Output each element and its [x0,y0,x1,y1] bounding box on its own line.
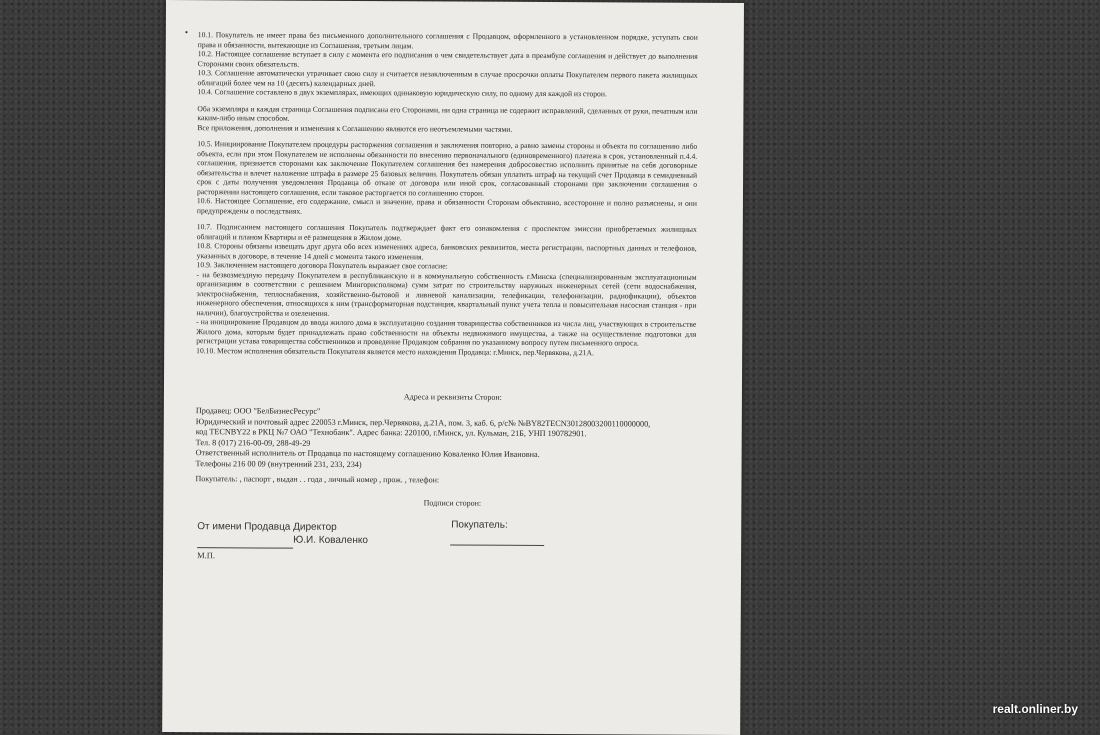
bullet-mark: • [184,27,189,38]
contract-clauses [196,30,698,358]
addresses-title: Адреса и реквизиты Сторон: [403,392,502,402]
seller-bank: код TECNBY22 в РКЦ №7 ОАО "Технобанк". Адрес банка: 220100, г.Минск, ул. Кульман, 21Б, УНП 190782901. [195,427,587,439]
clause-paragraph: 10.1. Покупатель не имеет права без письменного дополнительного соглашения с Продавцом, оформленного в установленном порядке, уступать свои права и обязанности, вытекающие из Соглашения, третьим лицам. [197,30,698,50]
clause-paragraph: 10.2. Настоящее соглашение вступает в силу с момента его подписания о чем свидетельствует дата в преамбуле соглашения и действует до выполнения Сторонами своих обязательств. [197,49,698,69]
seller-sign-label: От имени Продавца Директор [197,521,337,533]
signatures-title: Подписи сторон: [423,498,482,508]
clause-paragraph: 10.3. Соглашение автоматически утрачивает свою силу и считается незаключенным в случае просрочки оплаты Покупателем первого пакета жилищных облигаций более чем на 10 (десять) календарных дней. [197,68,698,88]
clause-paragraph: 10.10. Местом исполнения обязательств Покупателя является место нахождения Продавца: г.Минск, пер.Червякова, д.21А. [196,345,594,357]
clause-paragraph: 10.7. Подписанием настоящего соглашения Покупатель подтверждает факт его ознакомления с проспектом эмиссии приобретаемых жилищных облигаций и планом Квартиры и её размещения в Жилом доме. [196,222,697,242]
buyer-sign-label: Покупатель: [451,519,508,531]
site-watermark: realt.onliner.by [992,702,1078,716]
clause-paragraph: - на инициирование Продавцом до ввода жилого дома в эксплуатацию создания товарищества собственников из числа лиц, участвующих в строительстве Жилого дома, которым будет принадлежать право собственности на объекты недвижимого имущества, а также на осуществление подготовки для регистрации устава товарищества собственников и проведение Продавцом собрания по указанному вопросу путем письменного опроса. [196,317,697,348]
seller-name: Продавец: ООО "БелБизнесРесурс" [195,406,321,416]
clause-paragraph: 10.6. Настоящее Соглашение, его содержание, смысл и значение, права и обязанности Сторонам объективно, всесторонне и полно разъяснены, и они предупреждены о последствиях. [196,196,697,216]
document-page [162,0,744,735]
seller-phone: Тел. 8 (017) 216-00-09, 288-49-29 [195,437,311,448]
seller-responsible: Ответственный исполнитель от Продавца по настоящему соглашению Коваленко Юлия Ивановна. [195,448,540,459]
buyer-details: Покупатель: , паспорт , выдан . . года , личный номер , прож. , телефон: [195,474,440,485]
seller-sign-line [197,547,293,549]
seller-address: Юридический и почтовый адрес 220053 г.Минск, пер.Червякова, д.21А, пом. 3, каб. 6, р/с№ №BY82TECN30128003200110000000, [195,416,651,429]
seller-sign-name: Ю.И. Коваленко [293,534,368,547]
clause-paragraph: 10.9. Заключением настоящего договора Покупатель выражает свое согласие: [196,260,448,271]
stamp-placeholder: М.П. [197,550,216,561]
seller-phones-internal: Телефоны 216 00 09 (внутренний 231, 233, 234) [195,458,362,469]
clause-paragraph: 10.4. Соглашение составлено в двух экземплярах, имеющих одинаковую юридическую силу, по одному для каждой из сторон. [197,87,607,99]
buyer-sign-line [450,544,544,545]
clause-paragraph: 10.5. Инициирование Покупателем процедуры расторжения соглашения и заключения повторно, а равно замены стороны и объекта по соглашению либо объекта, если при этом Покупателем не исполнены обязанности по внесению первоначального (единовременного) платежа в срок, установленный п.4.4. соглашения, признается сторонами как заключение Покупателем соглашения без намерения добросовестно исполнить принятые на себя договорные обязательства и влечет наложение штрафа в размере 25 базовых величин. Покупатель обязан уплатить штраф на текущий счет Продавца в семидневный срок с даты получения уведомления Продавца об отказе от договора или иной срок, согласованный сторонами при заключении соглашения о расторжении настоящего соглашения, если таковое расторгается по соглашению сторон. [196,139,698,198]
clause-paragraph: 10.8. Стороны обязаны извещать друг друга обо всех изменениях адреса, банковских реквизитов, места регистрации, паспортных данных и телефонов, указанных в договоре, в течение 14 дней с момента такого изменения. [196,241,697,261]
clause-paragraph: Все приложения, дополнения и изменения к Соглашению являются его неотъемлемыми частями. [197,122,513,134]
seller-details [196,406,716,472]
clause-paragraph: Оба экземпляра и каждая страница Соглашения подписана его Сторонами, ни одна страница не содержит исправлений, сделанных от руки, печатным или каким-либо иным способом. [197,103,698,123]
clause-paragraph: - на безвозмездную передачу Покупателем в республиканскую и в коммунальную собственность г.Минска (специализированным эксплуатационным организациям в соответствии с решением Мингорисполкома) сумм затрат по строительству наружных инженерных сетей (сети водоснабжения, электроснабжения, теплоснабжения, хозяйственно-бытовой и ливневой канализации, телефикации, телефонизации, радиофикации), объектов инженерного обеспечения, относящихся к ним (трансформаторная подстанция, квартальный пункт учета тепла и повысительная насосная станция - при наличии), благоустройства и озеленения. [196,269,697,318]
